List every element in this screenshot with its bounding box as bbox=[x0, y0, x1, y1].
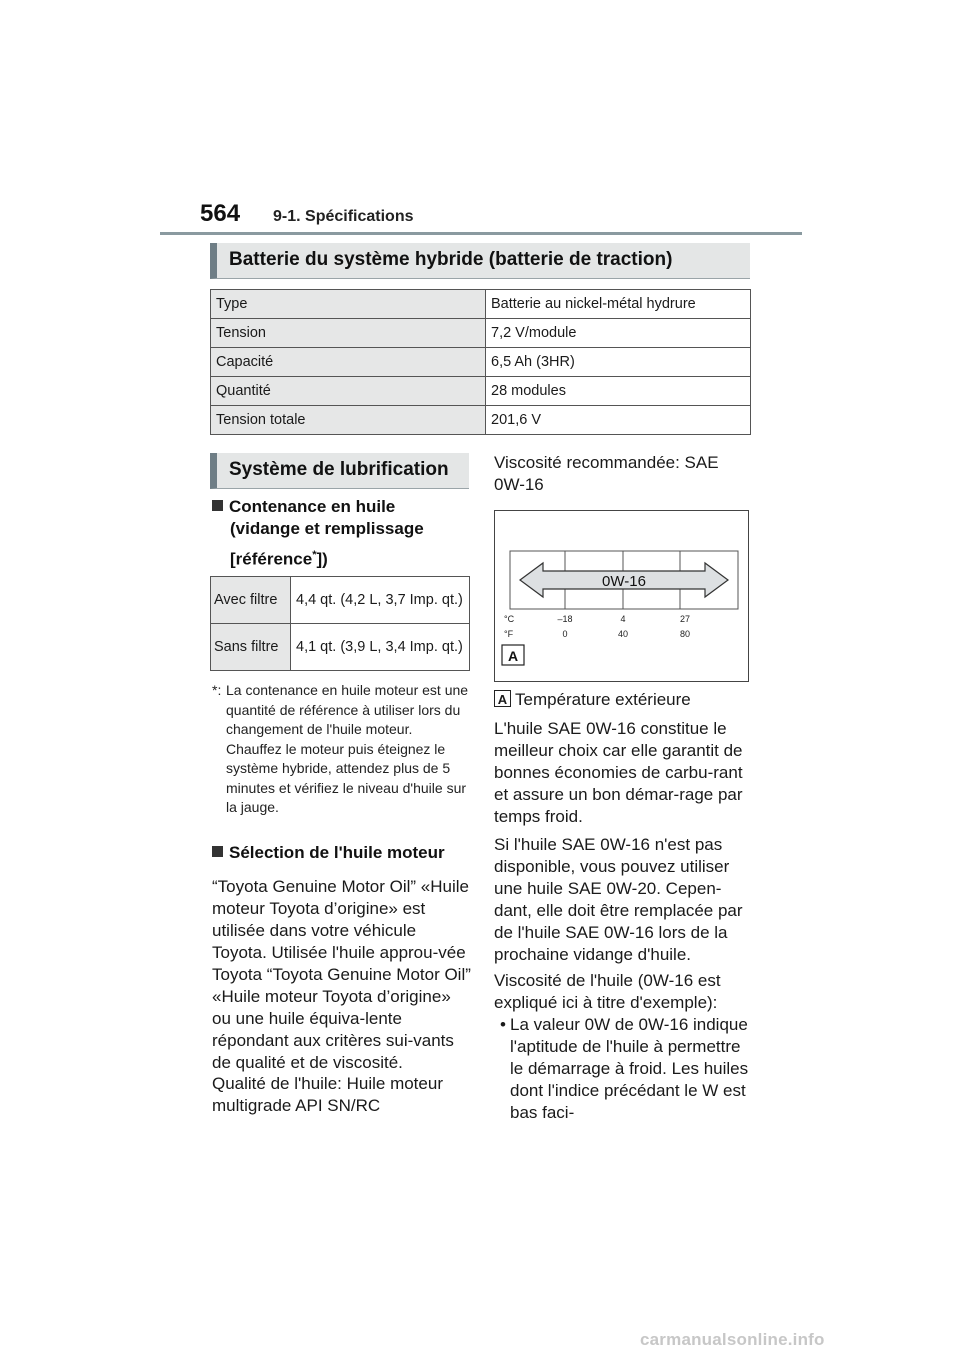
lubrication-heading: Système de lubrification bbox=[210, 453, 469, 489]
unit-f-label: °F bbox=[504, 629, 514, 639]
battery-heading: Batterie du système hybride (batterie de traction) bbox=[210, 243, 750, 279]
table-value: 7,2 V/module bbox=[486, 319, 751, 348]
page-number: 564 bbox=[200, 200, 241, 227]
capacity-heading: Contenance en huile (vidange et remplissage [référence*]) bbox=[212, 496, 470, 571]
paragraph: Si l'huile SAE 0W-16 n'est pas disponible, vous pouvez utiliser une huile SAE 0W-20. Cepen-dant, elle doit être remplacée par de l'huile SAE 0W-16 lors de la prochaine vidange d'huile. bbox=[494, 835, 743, 964]
bullet-icon: • bbox=[500, 1015, 506, 1034]
quality-paragraph: Qualité de l'huile: Huile moteur multigrade API SN/RC bbox=[212, 1074, 443, 1115]
watermark: carmanualsonline.info bbox=[640, 1330, 825, 1349]
callout-label: A bbox=[507, 648, 519, 664]
oil-selection-heading: Sélection de l'huile moteur bbox=[212, 842, 470, 864]
table-row bbox=[211, 348, 751, 377]
tick-f-label: 40 bbox=[617, 629, 629, 639]
tick-f-label: 80 bbox=[679, 629, 691, 639]
footnote bbox=[212, 681, 470, 818]
list-item-text: La valeur 0W de 0W-16 indique l'aptitude de l'huile à permettre le démarrage à froid. Les huiles dont l'indice précédant le W est bas faci- bbox=[510, 1015, 749, 1122]
legend-row bbox=[494, 689, 750, 711]
table-label: Type bbox=[211, 290, 486, 319]
table-row bbox=[211, 624, 470, 671]
table-label: Quantité bbox=[211, 377, 486, 406]
table-value: 4,1 qt. (3,9 L, 3,4 Imp. qt.) bbox=[291, 624, 470, 671]
band-label: 0W-16 bbox=[602, 573, 646, 590]
callout-box-label: A bbox=[494, 690, 511, 707]
viscosity-chart bbox=[494, 510, 749, 682]
paragraph: L'huile SAE 0W-16 constitue le meilleur choix car elle garantit de bonnes économies de carbu-rant et assure un bon démar-rage par temps froid. bbox=[494, 719, 743, 826]
oil-capacity-table bbox=[210, 576, 470, 671]
tick-f-label: 0 bbox=[562, 629, 568, 639]
table-row bbox=[211, 577, 470, 624]
table-row bbox=[211, 290, 751, 319]
battery-table bbox=[210, 289, 751, 435]
table-label: Sans filtre bbox=[211, 624, 291, 671]
tick-c-label: 4 bbox=[620, 614, 626, 624]
table-row bbox=[211, 319, 751, 348]
square-bullet-icon bbox=[212, 500, 223, 511]
viscosity-intro: Viscosité recommandée: SAE 0W-16 bbox=[494, 453, 719, 494]
header-rule bbox=[160, 232, 802, 235]
viscosity-chart-svg bbox=[495, 511, 748, 681]
tick-c-label: –18 bbox=[557, 614, 573, 624]
table-label: Tension bbox=[211, 319, 486, 348]
list-item bbox=[494, 1014, 752, 1124]
table-value: 4,4 qt. (4,2 L, 3,7 Imp. qt.) bbox=[291, 577, 470, 624]
tick-c-label: 27 bbox=[679, 614, 691, 624]
table-value: 201,6 V bbox=[486, 406, 751, 435]
square-bullet-icon bbox=[212, 846, 223, 857]
section-title: 9-1. Spécifications bbox=[273, 208, 414, 225]
legend-text: Température extérieure bbox=[515, 690, 691, 709]
asterisk: * bbox=[312, 549, 317, 561]
table-label: Avec filtre bbox=[211, 577, 291, 624]
table-label: Capacité bbox=[211, 348, 486, 377]
table-label: Tension totale bbox=[211, 406, 486, 435]
table-value: 28 modules bbox=[486, 377, 751, 406]
unit-c-label: °C bbox=[504, 614, 515, 624]
table-row bbox=[211, 377, 751, 406]
table-row bbox=[211, 406, 751, 435]
table-value: Batterie au nickel-métal hydrure bbox=[486, 290, 751, 319]
footnote-text: La contenance en huile moteur est une quantité de référence à utiliser lors du changement de l'huile moteur. Chauffez le moteur puis éteignez le système hybride, attendez plus de 5 minutes et vérifiez le niveau d'huile sur la jauge. bbox=[226, 682, 469, 815]
footnote-mark: *: bbox=[212, 682, 222, 698]
table-value: 6,5 Ah (3HR) bbox=[486, 348, 751, 377]
paragraph: Viscosité de l'huile (0W-16 est expliqué ici à titre d'exemple): bbox=[494, 971, 721, 1012]
selection-paragraph: “Toyota Genuine Motor Oil” «Huile moteur Toyota d’origine» est utilisée dans votre véhicule Toyota. Utilisée l'huile approu-vée Toyota “Toyota Genuine Motor Oil” «Huile moteur Toyota d’origine» ou une huile équiva-lente répondant aux critères sui-vants de qualité et de viscosité. bbox=[212, 877, 471, 1072]
